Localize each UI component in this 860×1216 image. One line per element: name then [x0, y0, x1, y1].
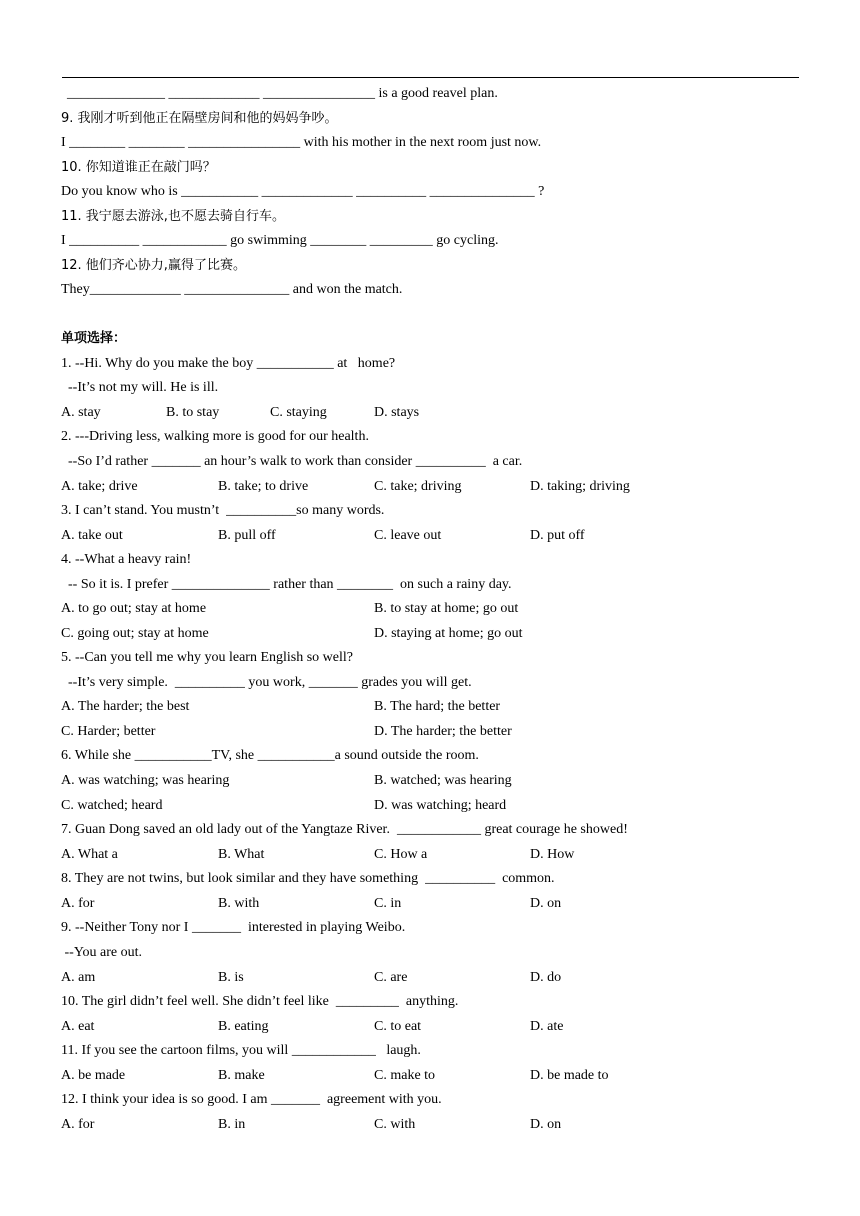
translation-tail-line: ______________ _____________ ________________ is a good reavel plan. — [67, 86, 498, 101]
option-d: D. do — [530, 970, 562, 985]
option-a: A. to go out; stay at home — [61, 601, 207, 616]
translation-en-10: Do you know who is ___________ _____________ __________ _______________ ? — [61, 184, 545, 199]
option-d: D. on — [530, 1117, 562, 1132]
option-d: D. The harder; the better — [374, 724, 512, 739]
question-4-line-1: 4. --What a heavy rain! — [61, 552, 192, 567]
translation-cn-12: 12. 他们齐心协力,赢得了比赛。 — [61, 258, 246, 273]
option-a: A. for — [61, 1117, 95, 1132]
option-b: B. What — [218, 847, 265, 862]
translation-en-12: They_____________ _______________ and won the match. — [61, 282, 403, 297]
question-5-line-1: 5. --Can you tell me why you learn English so well? — [61, 650, 353, 665]
option-b: B. make — [218, 1068, 265, 1083]
option-c: C. take; driving — [374, 479, 462, 494]
option-a: A. What a — [61, 847, 118, 862]
question-7-line-1: 7. Guan Dong saved an old lady out of the Yangtaze River. ____________ great courage he showed! — [61, 822, 628, 837]
option-d: D. be made to — [530, 1068, 609, 1083]
option-b: B. to stay at home; go out — [374, 601, 519, 616]
question-3-line-1: 3. I can’t stand. You mustn’t __________so many words. — [61, 503, 385, 518]
option-a: A. The harder; the best — [61, 699, 190, 714]
option-c: C. staying — [270, 405, 327, 420]
option-c: C. leave out — [374, 528, 442, 543]
option-d: D. stays — [374, 405, 420, 420]
option-c: C. going out; stay at home — [61, 626, 209, 641]
option-b: B. take; to drive — [218, 479, 309, 494]
option-d: D. ate — [530, 1019, 564, 1034]
option-b: B. to stay — [166, 405, 220, 420]
option-c: C. How a — [374, 847, 428, 862]
translation-cn-10: 10. 你知道谁正在敲门吗？ — [61, 160, 216, 175]
option-b: B. eating — [218, 1019, 269, 1034]
option-d: D. staying at home; go out — [374, 626, 523, 641]
option-b: B. The hard; the better — [374, 699, 501, 714]
option-d: D. taking; driving — [530, 479, 630, 494]
question-4-line-2: -- So it is. I prefer ______________ rather than ________ on such a rainy day. — [61, 577, 512, 592]
question-2-line-2: --So I’d rather _______ an hour’s walk to work than consider __________ a car. — [61, 454, 523, 469]
option-c: C. Harder; better — [61, 724, 156, 739]
option-c: C. make to — [374, 1068, 436, 1083]
mc-heading: 单项选择： — [61, 331, 127, 346]
question-1-line-2: --It’s not my will. He is ill. — [61, 380, 219, 395]
option-a: A. am — [61, 970, 96, 985]
option-a: A. stay — [61, 405, 101, 420]
option-b: B. watched; was hearing — [374, 773, 512, 788]
question-11-line-1: 11. If you see the cartoon films, you will ____________ laugh. — [61, 1043, 421, 1058]
option-a: A. for — [61, 896, 95, 911]
option-c: C. with — [374, 1117, 416, 1132]
option-a: A. be made — [61, 1068, 126, 1083]
option-a: A. take out — [61, 528, 123, 543]
question-5-line-2: --It’s very simple. __________ you work, _______ grades you will get. — [61, 675, 472, 690]
translation-en-9: I ________ ________ ________________ with his mother in the next room just now. — [61, 135, 542, 150]
question-10-line-1: 10. The girl didn’t feel well. She didn’t feel like _________ anything. — [61, 994, 459, 1009]
option-c: C. in — [374, 896, 402, 911]
question-9-line-1: 9. --Neither Tony nor I _______ interested in playing Weibo. — [61, 920, 406, 935]
option-c: C. to eat — [374, 1019, 422, 1034]
option-c: C. watched; heard — [61, 798, 163, 813]
question-1-line-1: 1. --Hi. Why do you make the boy ___________ at home? — [61, 356, 396, 371]
top-rule — [62, 77, 799, 78]
translation-en-11: I __________ ____________ go swimming ________ _________ go cycling. — [61, 233, 499, 248]
option-b: B. is — [218, 970, 244, 985]
option-d: D. put off — [530, 528, 585, 543]
option-a: A. take; drive — [61, 479, 138, 494]
option-a: A. eat — [61, 1019, 95, 1034]
option-c: C. are — [374, 970, 408, 985]
question-12-line-1: 12. I think your idea is so good. I am _______ agreement with you. — [61, 1092, 442, 1107]
question-8-line-1: 8. They are not twins, but look similar and they have something __________ common. — [61, 871, 555, 886]
option-b: B. with — [218, 896, 260, 911]
option-d: D. was watching; heard — [374, 798, 507, 813]
question-2-line-1: 2. ---Driving less, walking more is good for our health. — [61, 429, 369, 444]
question-9-line-2: --You are out. — [61, 945, 143, 960]
option-b: B. in — [218, 1117, 246, 1132]
question-6-line-1: 6. While she ___________TV, she ___________a sound outside the room. — [61, 748, 479, 763]
translation-cn-9: 9. 我刚才听到他正在隔壁房间和他的妈妈争吵。 — [61, 111, 338, 126]
option-b: B. pull off — [218, 528, 276, 543]
option-a: A. was watching; was hearing — [61, 773, 230, 788]
translation-cn-11: 11. 我宁愿去游泳,也不愿去骑自行车。 — [61, 209, 285, 224]
option-d: D. on — [530, 896, 562, 911]
option-d: D. How — [530, 847, 575, 862]
